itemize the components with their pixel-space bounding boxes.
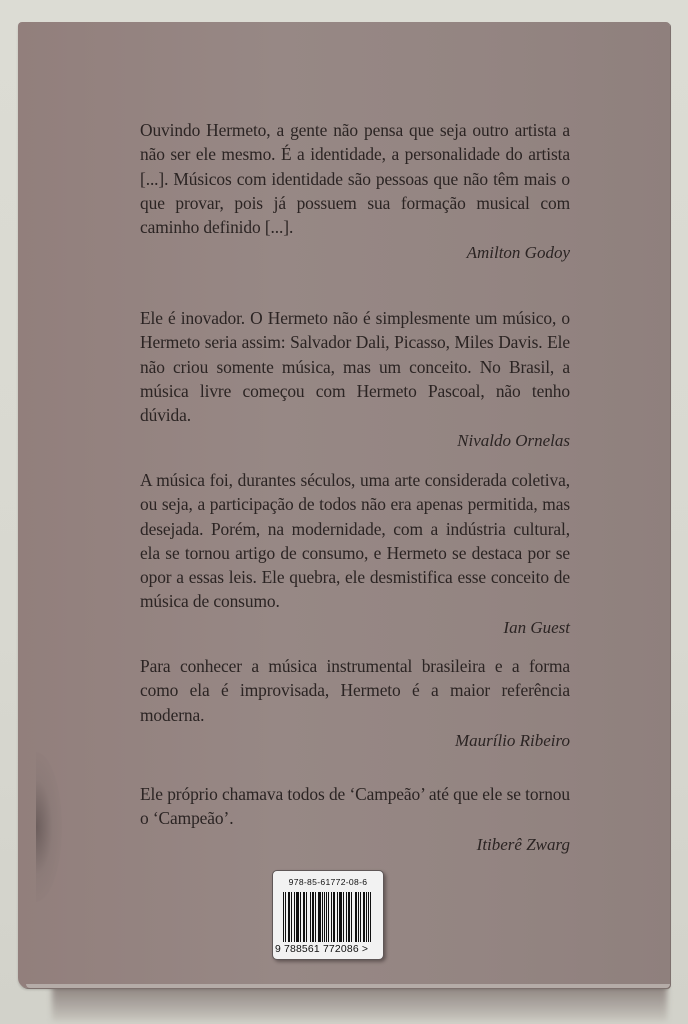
quote-ian-guest <box>140 468 570 640</box>
barcode-digits <box>275 944 379 955</box>
quote-text: Ele próprio chamava todos de ‘Campeão’ até que ele se tornou o ‘Campeão’. <box>140 784 570 829</box>
spine-crease <box>36 752 62 902</box>
book-back-cover <box>18 22 670 988</box>
quote-text: Ouvindo Hermeto, a gente não pensa que seja outro artista a não ser ele mesmo. É a identidade, a personalidade do artista [...]. Músicos com identidade são pessoas que não têm mais o que provar, pois já possuem sua formação musical com caminho definido [...]. <box>140 120 570 238</box>
quote-author: Nivaldo Ornelas <box>457 431 570 451</box>
quote-text: Para conhecer a música instrumental brasileira e a forma como ela é improvisada, Hermeto é a maior referência moderna. <box>140 656 570 725</box>
quiet-zone-chevron-icon: > <box>361 944 369 955</box>
quote-author: Itiberê Zwarg <box>476 834 570 854</box>
quote-itibere-zwarg <box>140 782 570 857</box>
quote-author: Amilton Godoy <box>466 243 570 263</box>
barcode-digits-left: 788561 <box>283 944 320 955</box>
quote-text: A música foi, durantes séculos, uma arte considerada coletiva, ou seja, a participação de todos não era apenas permitida, mas desejada. Porém, na modernidade, com a indústria cultural, ela se tornou artigo de consumo, e Hermeto se destaca por se opor a essas leis. Ele quebra, ele desmistifica esse conceito de música de consumo. <box>140 470 570 612</box>
isbn-text: 978-85-61772-08-6 <box>288 877 368 887</box>
quote-author: Ian Guest <box>503 617 570 637</box>
quote-amilton-godoy <box>140 118 570 265</box>
barcode-bars <box>283 892 371 942</box>
quote-maurilio-ribeiro <box>140 654 570 753</box>
isbn-barcode-label <box>272 870 384 960</box>
barcode-digits-right: 772086 <box>322 944 359 955</box>
book-shadow <box>52 985 667 1021</box>
barcode-first-digit: 9 <box>275 944 281 955</box>
quote-author: Maurílio Ribeiro <box>454 730 570 750</box>
book-bottom-edge <box>26 984 670 988</box>
quote-nivaldo-ornelas <box>140 306 570 453</box>
quote-text: Ele é inovador. O Hermeto não é simplesmente um músico, o Hermeto seria assim: Salvador Dali, Picasso, Miles Davis. Ele não criou somente música, mas um conceito. No Brasil, a música livre começou com Hermeto Pascoal, não tenho dúvida. <box>140 308 570 426</box>
